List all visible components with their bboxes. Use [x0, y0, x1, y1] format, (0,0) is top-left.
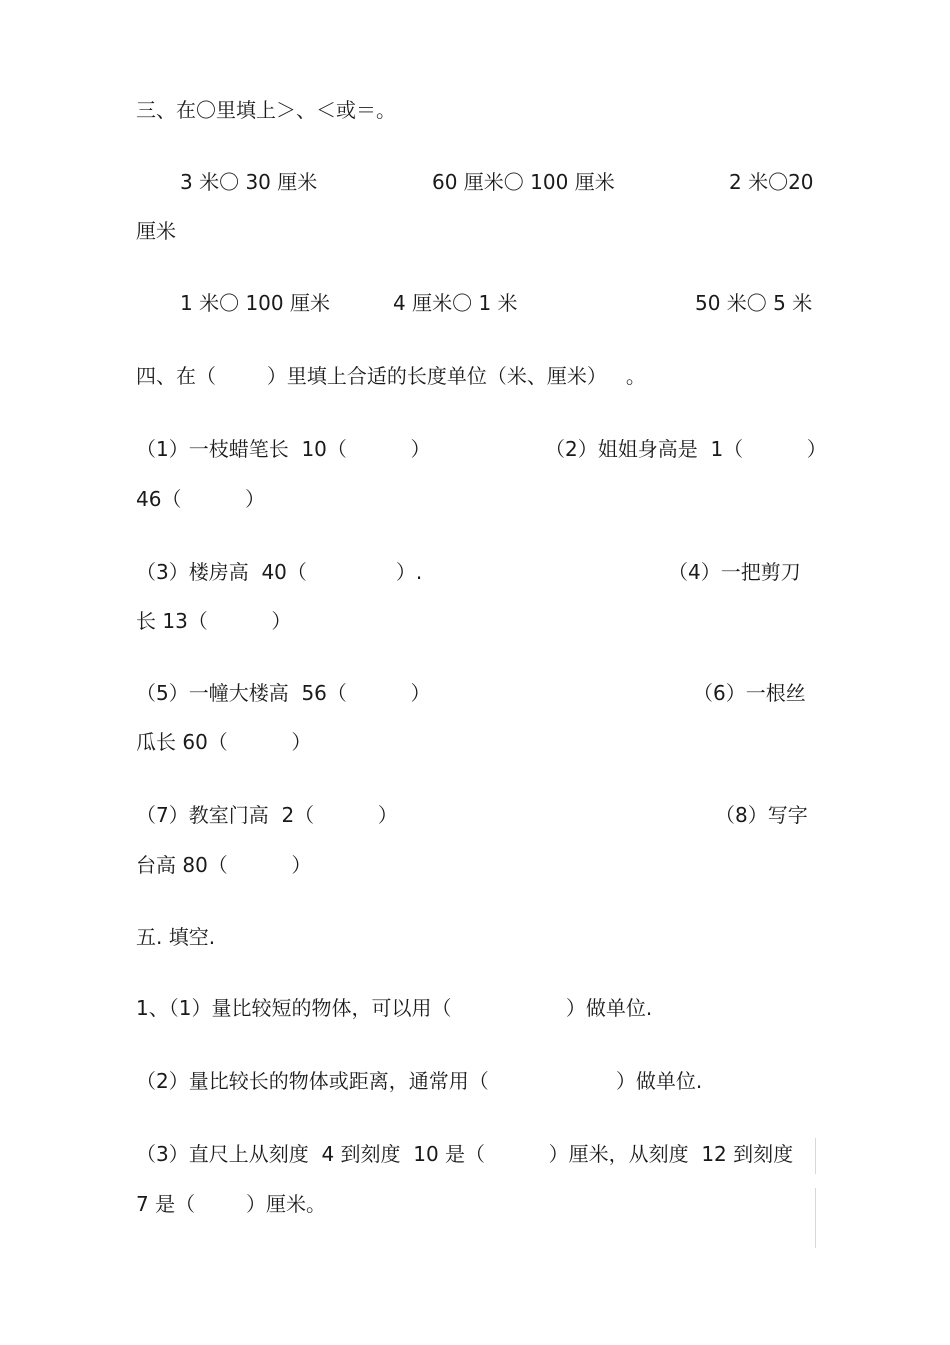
compare-item-4: 1 米〇 100 厘米: [180, 291, 330, 315]
unit-question-7: （7）教室门高 2（ ）: [136, 803, 398, 827]
compare-item-2: 60 厘米〇 100 厘米: [432, 170, 615, 194]
fill-question-1: 1、（1）量比较短的物体，可以用（ ）做单位.: [136, 996, 653, 1020]
fill-question-2: （2）量比较长的物体或距离，通常用（ ）做单位.: [136, 1069, 703, 1093]
unit-question-6: （6）一根丝: [693, 681, 806, 705]
fill-question-3: （3）直尺上从刻度 4 到刻度 10 是（ ）厘米，从刻度 12 到刻度: [136, 1142, 794, 1166]
unit-question-5: （5）一幢大楼高 56（ ）: [136, 681, 431, 705]
section-5-heading: 五. 填空.: [136, 925, 216, 949]
compare-item-3: 2 米〇20: [729, 170, 814, 194]
unit-question-4-wrap: 长 13（ ）: [136, 609, 292, 633]
fill-question-3-wrap: 7 是（ ）厘米。: [136, 1192, 326, 1216]
margin-rule-upper: [815, 1138, 816, 1174]
unit-question-2: （2）姐姐身高是 1（ ）: [545, 437, 827, 461]
margin-rule-lower: [815, 1188, 816, 1248]
unit-question-6-wrap: 瓜长 60（ ）: [136, 730, 312, 754]
compare-item-5: 4 厘米〇 1 米: [393, 291, 518, 315]
unit-question-8-wrap: 台高 80（ ）: [136, 853, 312, 877]
unit-question-2-wrap: 46（ ）: [136, 487, 266, 511]
compare-item-1: 3 米〇 30 厘米: [180, 170, 318, 194]
unit-question-1: （1）一枝蜡笔长 10（ ）: [136, 437, 431, 461]
unit-question-8: （8）写字: [715, 803, 808, 827]
section-4-heading: 四、在（ ）里填上合适的长度单位（米、厘米） 。: [136, 364, 646, 388]
compare-item-3-wrap: 厘米: [136, 219, 176, 243]
unit-question-3: （3）楼房高 40（ ）.: [136, 560, 423, 584]
compare-item-6: 50 米〇 5 米: [695, 291, 813, 315]
section-3-heading: 三、在〇里填上＞、＜或＝。: [136, 98, 396, 122]
unit-question-4: （4）一把剪刀: [668, 560, 801, 584]
